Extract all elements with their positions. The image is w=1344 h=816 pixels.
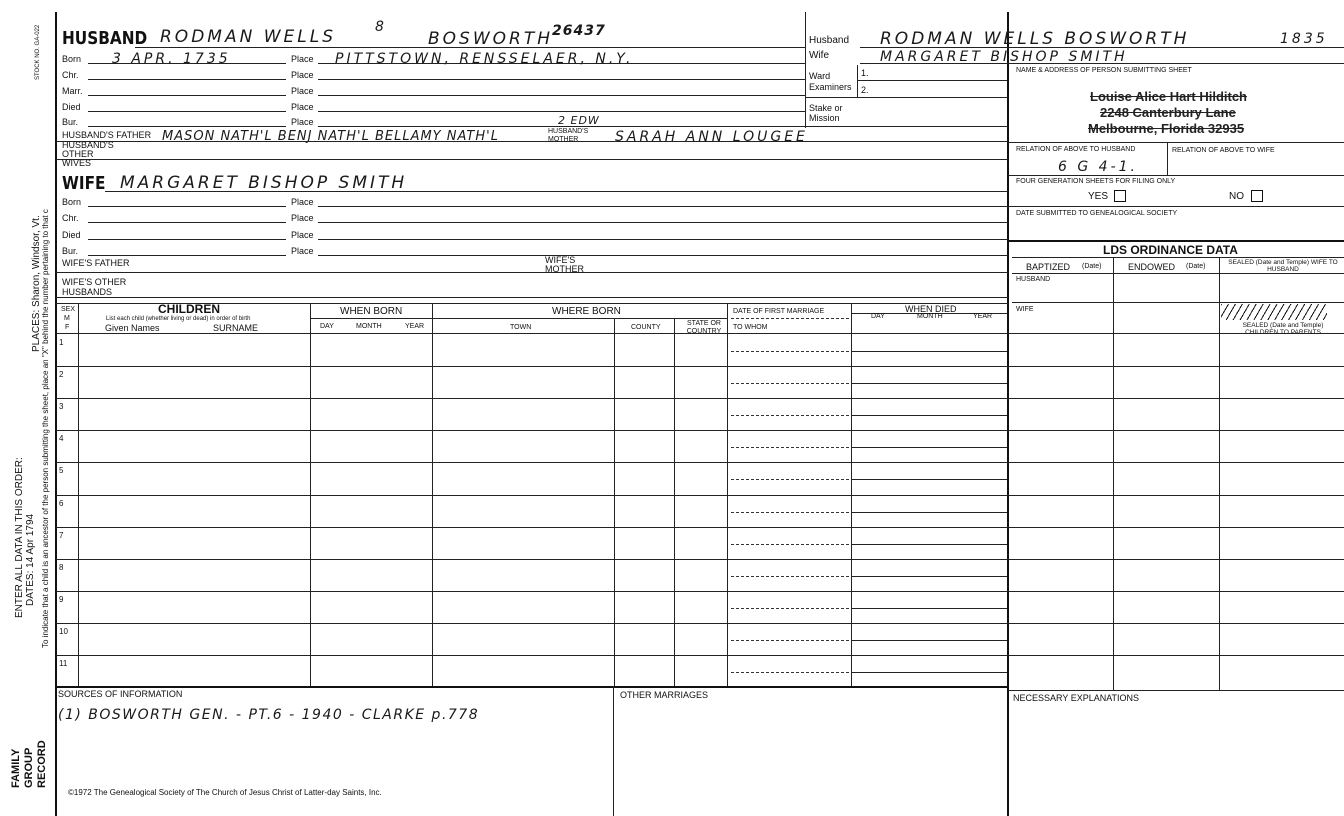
no-label: NO: [1229, 191, 1244, 202]
wife-born-place-label: Place: [291, 197, 314, 207]
marriage-date-dash: [731, 479, 849, 480]
when-born-label: WHEN BORN: [340, 306, 403, 317]
wife-other-husbands-label: WIFE'S OTHER HUSBANDS: [62, 277, 127, 297]
died-date-line: [851, 640, 1007, 641]
husband-number: 26437: [552, 23, 606, 39]
stake-label: Stake or Mission: [809, 103, 843, 123]
child-row-line: [56, 591, 1344, 592]
born-month-label: MONTH: [356, 323, 382, 330]
main-left-border: [55, 12, 57, 816]
wife-died-label: Died: [62, 230, 81, 240]
child-row-line: [56, 495, 1344, 496]
child-row-line: [56, 366, 1344, 367]
husband-bur-place-label: Place: [291, 117, 314, 127]
born-day-label: DAY: [320, 323, 334, 330]
submitter-label: NAME & ADDRESS OF PERSON SUBMITTING SHEET: [1016, 67, 1192, 74]
husband-bur-place-line: [318, 126, 1008, 127]
husband-mother-label: HUSBAND'S MOTHER: [548, 128, 589, 143]
wife-died-place-line: [318, 239, 1008, 240]
relation-husband-label: RELATION OF ABOVE TO HUSBAND: [1016, 146, 1136, 153]
yes-label: YES: [1088, 191, 1109, 202]
col-divider-right: [1007, 12, 1009, 816]
relation-line: [1008, 175, 1344, 176]
sex-m: M: [64, 315, 70, 322]
lds-sealed-wife: SEALED (Date and Temple) WIFE TO HUSBAND: [1228, 259, 1338, 273]
child-row-line: [56, 623, 1344, 624]
right-wife-label: Wife: [809, 50, 829, 61]
wife-chr-place-line: [318, 222, 1008, 223]
died-date-line: [851, 608, 1007, 609]
form-title-3: RECORD: [36, 740, 48, 788]
relation-husband-value: 6 G 4-1.: [1058, 159, 1138, 175]
died-date-line: [851, 512, 1007, 513]
sex-f: F: [65, 324, 70, 331]
children-header-bottom: [56, 333, 1344, 334]
died-date-line: [851, 544, 1007, 545]
lds-endowed: ENDOWED: [1128, 262, 1175, 272]
husband-name-line: [135, 47, 805, 48]
wife-died-line: [88, 239, 286, 240]
wife-bur-line: [88, 255, 286, 256]
necessary-explanations-label: NECESSARY EXPLANATIONS: [1013, 693, 1140, 703]
child-row-number: 9: [59, 594, 64, 604]
child-row-number: 1: [59, 338, 64, 347]
submitter-street: 2248 Canterbury Lane: [1100, 105, 1236, 120]
child-row-number: 10: [59, 626, 68, 636]
children-instruction: List each child (whether living or dead) in order of birth: [106, 316, 251, 322]
wife-bur-place-label: Place: [291, 246, 314, 256]
husband-chr-label: Chr.: [62, 70, 79, 80]
date-submitted-label: DATE SUBMITTED TO GENEALOGICAL SOCIETY: [1016, 210, 1178, 217]
ward-divider: [857, 65, 858, 97]
husband-marr-place-label: Place: [291, 86, 314, 96]
husband-marr-place-line: [318, 95, 805, 96]
wife-name-line: [105, 191, 1008, 192]
marriage-date-dash: [731, 415, 849, 416]
other-marriages-label: OTHER MARRIAGES: [620, 690, 709, 700]
child-row-number: 8: [59, 562, 64, 572]
county-label: COUNTY: [631, 324, 661, 331]
child-row-line: [56, 527, 1344, 528]
marriage-date-dash: [731, 383, 849, 384]
marriage-date-dash: [731, 447, 849, 448]
husband-mother-value: SARAH ANN LOUGEE: [615, 129, 808, 145]
sources-value: (1) BOSWORTH GEN. - PT.6 - 1940 - CLARKE p.778: [58, 707, 480, 723]
bottom-divider-1: [613, 686, 614, 816]
examiner-1: 1.: [861, 68, 869, 78]
child-row-line: [56, 462, 1344, 463]
wife-father-label: WIFE'S FATHER: [62, 258, 130, 268]
relation-wife-label: RELATION OF ABOVE TO WIFE: [1172, 147, 1275, 154]
child-row-number: 7: [59, 530, 64, 540]
state-label: STATE OR COUNTRY: [686, 320, 722, 335]
child-row-number: 2: [59, 370, 64, 380]
wife-other-husbands-line: [56, 297, 1008, 298]
husband-died-place-label: Place: [291, 102, 314, 112]
right-wife-value: MARGARET BISHOP SMITH: [880, 49, 1128, 65]
husband-father-line: [56, 141, 1008, 142]
examiner-1-line: [857, 80, 1007, 81]
header-divider: [805, 12, 806, 128]
died-date-line: [851, 447, 1007, 448]
ward-label: Ward: [809, 71, 831, 81]
died-date-line: [851, 415, 1007, 416]
husband-superscript: 8: [375, 19, 387, 35]
wife-name: MARGARET BISHOP SMITH: [120, 173, 408, 193]
husband-died-label: Died: [62, 102, 81, 112]
first-marriage-dash: [731, 318, 849, 319]
lds-endowed-date: (Date): [1186, 263, 1206, 270]
bottom-top-line: [56, 686, 1008, 688]
died-day-label: DAY: [871, 313, 885, 320]
child-row-number: 5: [59, 466, 64, 476]
wife-born-line: [88, 206, 286, 207]
four-gen-label: FOUR GENERATION SHEETS FOR FILING ONLY: [1016, 178, 1176, 185]
lds-wife: WIFE: [1016, 306, 1034, 313]
husband-bur-line: [88, 126, 286, 127]
wife-born-place-line: [318, 206, 1008, 207]
husband-other-wives-label: HUSBAND'S OTHER WIVES: [62, 140, 114, 168]
town-label: TOWN: [510, 324, 532, 331]
lds-baptized: BAPTIZED: [1026, 262, 1071, 272]
lds-husband: HUSBAND: [1016, 276, 1051, 283]
child-row-line: [56, 430, 1344, 431]
wife-chr-line: [88, 222, 286, 223]
date-submitted-line: [1008, 240, 1344, 242]
husband-born-place-label: Place: [291, 54, 314, 64]
husband-marr-line: [88, 95, 286, 96]
copyright: ©1972 The Genealogical Society of The Church of Jesus Christ of Latter-day Saints, Inc.: [68, 788, 382, 797]
died-date-line: [851, 672, 1007, 673]
enter-all-data: ENTER ALL DATA IN THIS ORDER:: [14, 457, 25, 618]
places-instruction: PLACES: Sharon, Windsor, Vt.: [31, 215, 42, 352]
husband-father-label: HUSBAND'S FATHER: [62, 130, 152, 140]
when-died-label: WHEN DIED: [905, 304, 957, 314]
marriage-date-dash: [731, 672, 849, 673]
form-title-1: FAMILY: [10, 748, 22, 788]
child-row-line: [56, 559, 1344, 560]
wife-mother-label: WIFE'S MOTHER: [545, 255, 584, 274]
examiners-label: Examiners: [809, 82, 852, 92]
husband-born-place: PITTSTOWN, RENSSELAER, N.Y.: [335, 51, 634, 67]
husband-born-value: 3 APR. 1735: [112, 51, 231, 67]
first-marriage-label: DATE OF FIRST MARRIAGE: [733, 308, 825, 315]
wife-bur-place-line: [318, 255, 1008, 256]
marriage-date-dash: [731, 576, 849, 577]
col-county: [674, 318, 675, 686]
lds-header-line: [1012, 273, 1344, 274]
children-title: CHILDREN: [158, 302, 220, 316]
lds-baptized-date: (Date): [1082, 263, 1102, 270]
four-gen-line: [1008, 206, 1344, 207]
submitter-name: Louise Alice Hart Hilditch: [1090, 89, 1247, 104]
born-year-label: YEAR: [405, 323, 425, 330]
husband-name: RODMAN WELLS: [160, 27, 336, 47]
right-husband-value: RODMAN WELLS BOSWORTH: [880, 29, 1190, 49]
subheader-line: [311, 318, 727, 319]
wife-father-line: [56, 272, 1008, 273]
husband-died-line: [88, 111, 286, 112]
husband-title: HUSBAND: [62, 28, 148, 49]
died-year-label: YEAR: [973, 313, 993, 320]
marriage-date-dash: [731, 544, 849, 545]
husband-chr-place-line: [318, 79, 805, 80]
marriage-date-dash: [731, 512, 849, 513]
lds-title-line: [1012, 257, 1344, 258]
died-month-label: MONTH: [917, 313, 943, 320]
lds-title: LDS ORDINANCE DATA: [1103, 243, 1238, 257]
child-row-number: 3: [59, 402, 64, 412]
died-date-line: [851, 351, 1007, 352]
died-date-line: [851, 479, 1007, 480]
marriage-date-dash: [731, 608, 849, 609]
husband-father-value: MASON NATH'L BENJ NATH'L BELLAMY NATH'L: [162, 129, 499, 144]
marriage-date-dash: [731, 351, 849, 352]
husband-bur-label: Bur.: [62, 117, 79, 127]
bottom-right-top-line: [1008, 690, 1344, 691]
child-row-line: [56, 655, 1344, 656]
husband-father-note: 2 EDW: [558, 114, 600, 127]
right-wife-line: [860, 63, 1344, 64]
sources-label: SOURCES OF INFORMATION: [58, 689, 183, 699]
right-year: 1835: [1280, 31, 1328, 47]
died-date-line: [851, 383, 1007, 384]
lds-husband-line: [1012, 302, 1344, 303]
lds-sealed-children: SEALED (Date and Temple) CHILDREN TO PARENTS: [1242, 322, 1324, 336]
submitter-city: Melbourne, Florida 32935: [1088, 121, 1245, 136]
marriage-date-dash: [731, 640, 849, 641]
wife-died-place-label: Place: [291, 230, 314, 240]
lds-col2: [1219, 257, 1220, 691]
child-row-number: 11: [59, 659, 68, 668]
sex-label: SEX: [61, 306, 76, 313]
right-husband-label: Husband: [809, 35, 850, 46]
wife-bur-label: Bur.: [62, 246, 79, 256]
husband-chr-line: [88, 79, 286, 80]
submitter-line: [1008, 142, 1344, 143]
dates-instruction: DATES: 14 Apr 1794: [25, 513, 36, 606]
examiner-2-line: [805, 97, 1007, 98]
wife-title: WIFE: [62, 173, 106, 194]
wife-chr-label: Chr.: [62, 213, 79, 223]
husband-marr-label: Marr.: [62, 86, 83, 96]
examiner-2: 2.: [861, 85, 869, 95]
stock-number: STOCK NO. GA-022: [35, 24, 41, 80]
given-names-label: Given Names: [105, 323, 160, 333]
child-row-line: [56, 398, 1344, 399]
where-born-label: WHERE BORN: [552, 306, 621, 317]
to-whom-label: TO WHOM: [733, 324, 768, 331]
husband-born-line: [88, 63, 286, 64]
child-row-number: 4: [59, 434, 64, 444]
husband-surname: BOSWORTH: [428, 29, 554, 49]
lds-col1: [1113, 257, 1114, 691]
child-row-number: 6: [59, 498, 64, 508]
no-checkbox[interactable]: [1251, 190, 1263, 202]
relation-divider: [1167, 142, 1168, 175]
husband-born-label: Born: [62, 54, 82, 64]
ancestor-instruction: To indicate that a child is an ancestor of the person submitting the sheet, place an "X" behind the number pertaining to that c: [41, 209, 50, 648]
wife-born-label: Born: [62, 197, 82, 207]
form-title-2: GROUP: [23, 747, 35, 788]
husband-other-wives-line: [56, 159, 1008, 160]
died-date-line: [851, 576, 1007, 577]
sealed-children-hatch: [1221, 304, 1327, 320]
yes-checkbox[interactable]: [1114, 190, 1126, 202]
wife-chr-place-label: Place: [291, 213, 314, 223]
husband-chr-place-label: Place: [291, 70, 314, 80]
surname-label: SURNAME: [213, 323, 259, 333]
col-town: [614, 318, 615, 686]
husband-born-place-line: [318, 63, 805, 64]
